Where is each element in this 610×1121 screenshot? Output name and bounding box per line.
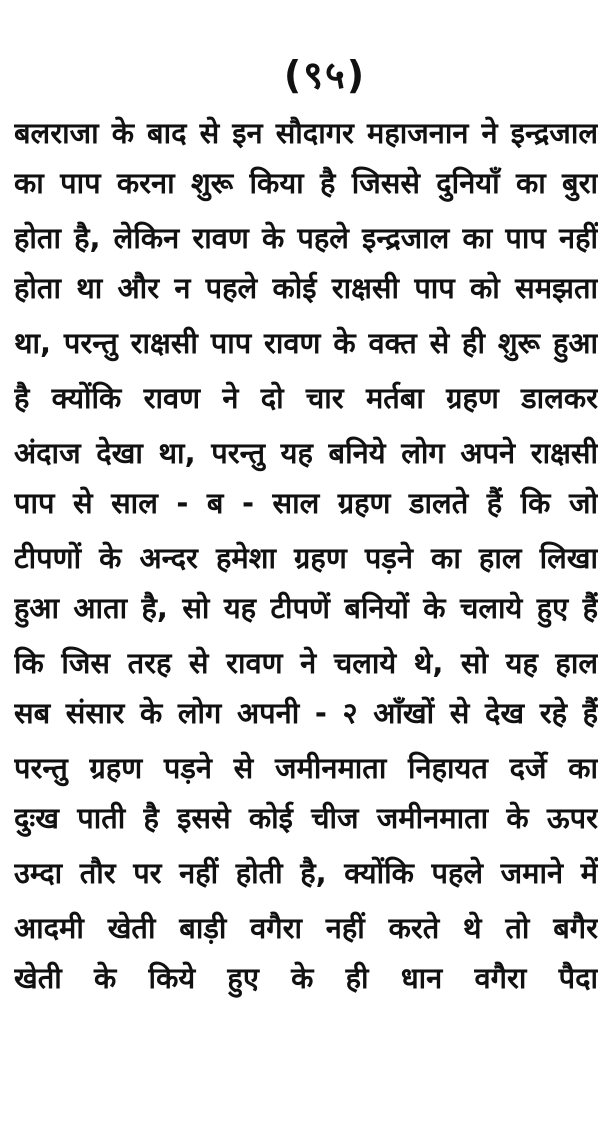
text-line-3: होता है, लेकिन रावण के पहले इन्द्रजाल का पाप नहीं xyxy=(14,221,598,255)
text-line-14: दुःख पाती है इससे कोई चीज जमीनमाता के ऊपर xyxy=(14,801,598,835)
text-line-16: आदमी खेती बाड़ी वगैरा नहीं करते थे तो बगैर xyxy=(14,911,598,945)
text-line-15: उम्दा तौर पर नहीं होती है, क्योंकि पहले जमाने में xyxy=(14,856,598,890)
text-line-11: कि जिस तरह से रावण ने चलाये थे, सो यह हाल xyxy=(14,646,598,680)
text-line-12: सब संसार के लोग अपनी - २ आँखों से देख रहे हैं xyxy=(14,696,598,730)
text-line-1: बलराजा के बाद से इन सौदागर महाजनान ने इन्द्रजाल xyxy=(14,116,598,150)
page-number: (९५) xyxy=(283,53,367,97)
text-line-17: खेती के किये हुए के ही धान वगैरा पैदा xyxy=(14,961,598,995)
text-line-10: हुआ आता है, सो यह टीपणें बनियों के चलाये हुए हैं xyxy=(14,591,598,625)
text-line-5: था, परन्तु राक्षसी पाप रावण के वक्त से ही शुरू हुआ xyxy=(14,326,598,360)
text-line-8: पाप से साल - ब - साल ग्रहण डालते हैं कि जो xyxy=(14,486,598,520)
text-line-2: का पाप करना शुरू किया है जिससे दुनियाँ का बुरा xyxy=(14,166,598,200)
text-line-6: है क्योंकि रावण ने दो चार मर्तबा ग्रहण डालकर xyxy=(14,381,598,415)
text-line-4: होता था और न पहले कोई राक्षसी पाप को समझता xyxy=(14,271,598,305)
text-line-9: टीपणों के अन्दर हमेशा ग्रहण पड़ने का हाल लिखा xyxy=(14,541,598,575)
text-line-13: परन्तु ग्रहण पड़ने से जमीनमाता निहायत दर्जे का xyxy=(14,751,598,785)
text-line-7: अंदाज देखा था, परन्तु यह बनिये लोग अपने राक्षसी xyxy=(14,436,598,470)
